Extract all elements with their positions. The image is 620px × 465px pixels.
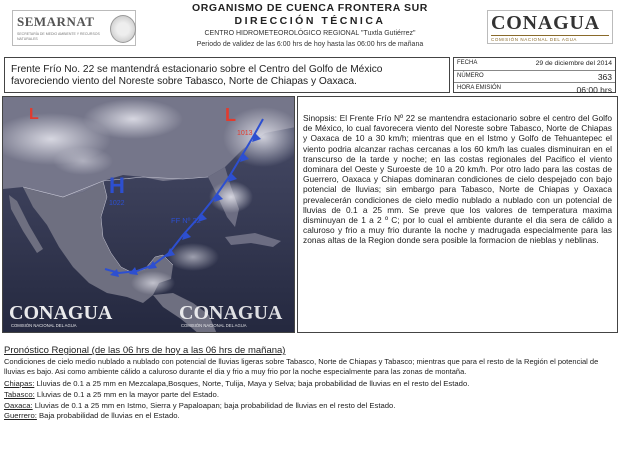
low-pressure-symbol-nw: L <box>29 106 39 123</box>
low-pressure-symbol: L <box>225 105 236 125</box>
center-name: CENTRO HIDROMETEOROLÓGICO REGIONAL "Tuxtla Gutiérrez" <box>204 30 416 37</box>
watermark-logo-left: CONAGUA <box>9 302 113 324</box>
page-header <box>0 0 620 54</box>
forecast-state-guerrero <box>4 411 616 421</box>
department-name: DIRECCIÓN TÉCNICA <box>234 15 386 27</box>
hora-label: HORA EMISIÓN <box>457 85 502 92</box>
conagua-logo-subtext: COMISIÓN NACIONAL DEL AGUA <box>491 37 578 42</box>
forecast-state-oaxaca <box>4 401 616 411</box>
conagua-logo-rule <box>491 35 609 36</box>
fecha-value: 29 de diciembre del 2014 <box>535 59 612 67</box>
satellite-map <box>2 96 295 333</box>
bulletin-meta-table <box>453 57 616 93</box>
state-forecast: Lluvias de 0.1 a 25 mm en Mezcalapa,Bosques, Norte, Tulija, Maya y Selva; baja probabilidad de lluvias en el resto del Estado. <box>34 378 470 388</box>
bulletin-headline: Frente Frío No. 22 se mantendrá estacionario sobre el Centro del Golfo de México favoreciendo viento del Noreste sobre Tabasco, Norte de Chiapas y Oaxaca. <box>4 57 450 93</box>
state-forecast: Baja probabilidad de lluvias en el Estado. <box>36 411 180 421</box>
numero-value: 363 <box>597 72 612 83</box>
forecast-title: Pronóstico Regional (de las 06 hrs de hoy a las 06 hrs de mañana) <box>4 345 286 356</box>
cloud-band <box>167 243 219 271</box>
state-name: Oaxaca: <box>4 400 33 410</box>
cloud-band <box>83 99 183 139</box>
satellite-map-svg <box>3 97 295 333</box>
numero-label: NÚMERO <box>457 72 484 79</box>
forecast-summary: Condiciones de cielo medio nublado a nublado con potencial de lluvias ligeras sobre Tabasco, Norte de Chiapas y Tabasco; mientras que para el resto de la Región el potencial de lluvias es bajo. Asi como ambiente cálido a caluroso durante el dia y frio a muy frio por la noche especialmente para las zonas de montaña. <box>4 356 599 376</box>
regional-forecast <box>4 346 616 421</box>
high-pressure-value: 1022 <box>109 200 125 207</box>
cold-front-label: FF Nº 22 <box>171 216 201 225</box>
state-name: Tabasco: <box>4 389 35 399</box>
high-pressure-symbol: H <box>109 173 125 198</box>
semarnat-logo <box>12 10 136 46</box>
conagua-logo <box>487 10 613 44</box>
validity-period: Periodo de validez de las 6:00 hrs de hoy hasta las 06:00 hrs de mañana <box>196 41 424 48</box>
organization-name: ORGANISMO DE CUENCA FRONTERA SUR <box>191 2 428 14</box>
semarnat-logo-text: SEMARNAT <box>17 14 95 29</box>
conagua-logo-text: CONAGUA <box>491 12 600 34</box>
state-name: Guerrero: <box>4 411 37 421</box>
mexico-seal-icon <box>110 15 136 43</box>
low-pressure-value: 1013 <box>237 130 253 137</box>
meta-row-hora <box>454 83 615 95</box>
semarnat-logo-subtext: SECRETARÍA DE MEDIO AMBIENTE Y RECURSOS NATURALES <box>17 32 100 41</box>
meta-row-fecha <box>454 58 615 71</box>
watermark-subtext-left: COMISIÓN NACIONAL DEL AGUA <box>11 323 77 328</box>
state-forecast: Lluvias de 0.1 a 25 mm en la mayor parte del Estado. <box>34 389 219 399</box>
watermark-logo-right: CONAGUA <box>179 302 283 324</box>
state-forecast: Lluvias de 0.1 a 25 mm en Istmo, Sierra y Papaloapan; baja probabilidad de lluvias en el resto del Estado. <box>32 400 396 410</box>
state-name: Chiapas: <box>4 378 35 388</box>
hora-value: 06:00 hrs <box>576 84 612 95</box>
fecha-label: FECHA <box>457 60 478 66</box>
meta-row-numero <box>454 71 615 84</box>
forecast-state-tabasco <box>4 390 616 400</box>
forecast-state-chiapas <box>4 379 616 389</box>
synopsis-text: Sinopsis: El Frente Frío Nº 22 se mantendra estacionario sobre el centro del Golfo de México, lo cual favorecera viento del Noreste sobre Tabasco, Norte de Chiapas y Oaxaca de 10 a 30 km/h; mientras que en el Istmo y Golfo de Tehuantepec el viento podria alcanzar rachas cercanas a los 60 km/h las cuales disminuiran en el transcurso de la tarde y noche; en las costas regionales del Pacifico el viento dominara del Oeste y Suroeste de 10 a 20 km/h. Por otro lado para las costas de Guerrero, Oaxaca y Chiapas dominaran condiciones de cielo despejado con bajo potencial de lluvias; sin embargo para Tabasco, Norte de Chiapas y Oaxaca prevalecerán condiciones de cielo medio nublado a nublado con un potencial de lluvias de 0.1 a 25 mm. Se preve que los valores de temperatura maxima disminuyan de 1 a 2 º C; por lo cual el ambiente durante el dia sera de cálido a caluroso y frio a muy frio durante la noche y madrugada especialmente para las zonas altas de la Region donde sera posible la formacion de nieblas y neblinas. <box>297 96 618 333</box>
header-titles <box>140 2 480 48</box>
cloud-band <box>53 147 113 175</box>
watermark-subtext-right: COMISIÓN NACIONAL DEL AGUA <box>181 323 247 328</box>
